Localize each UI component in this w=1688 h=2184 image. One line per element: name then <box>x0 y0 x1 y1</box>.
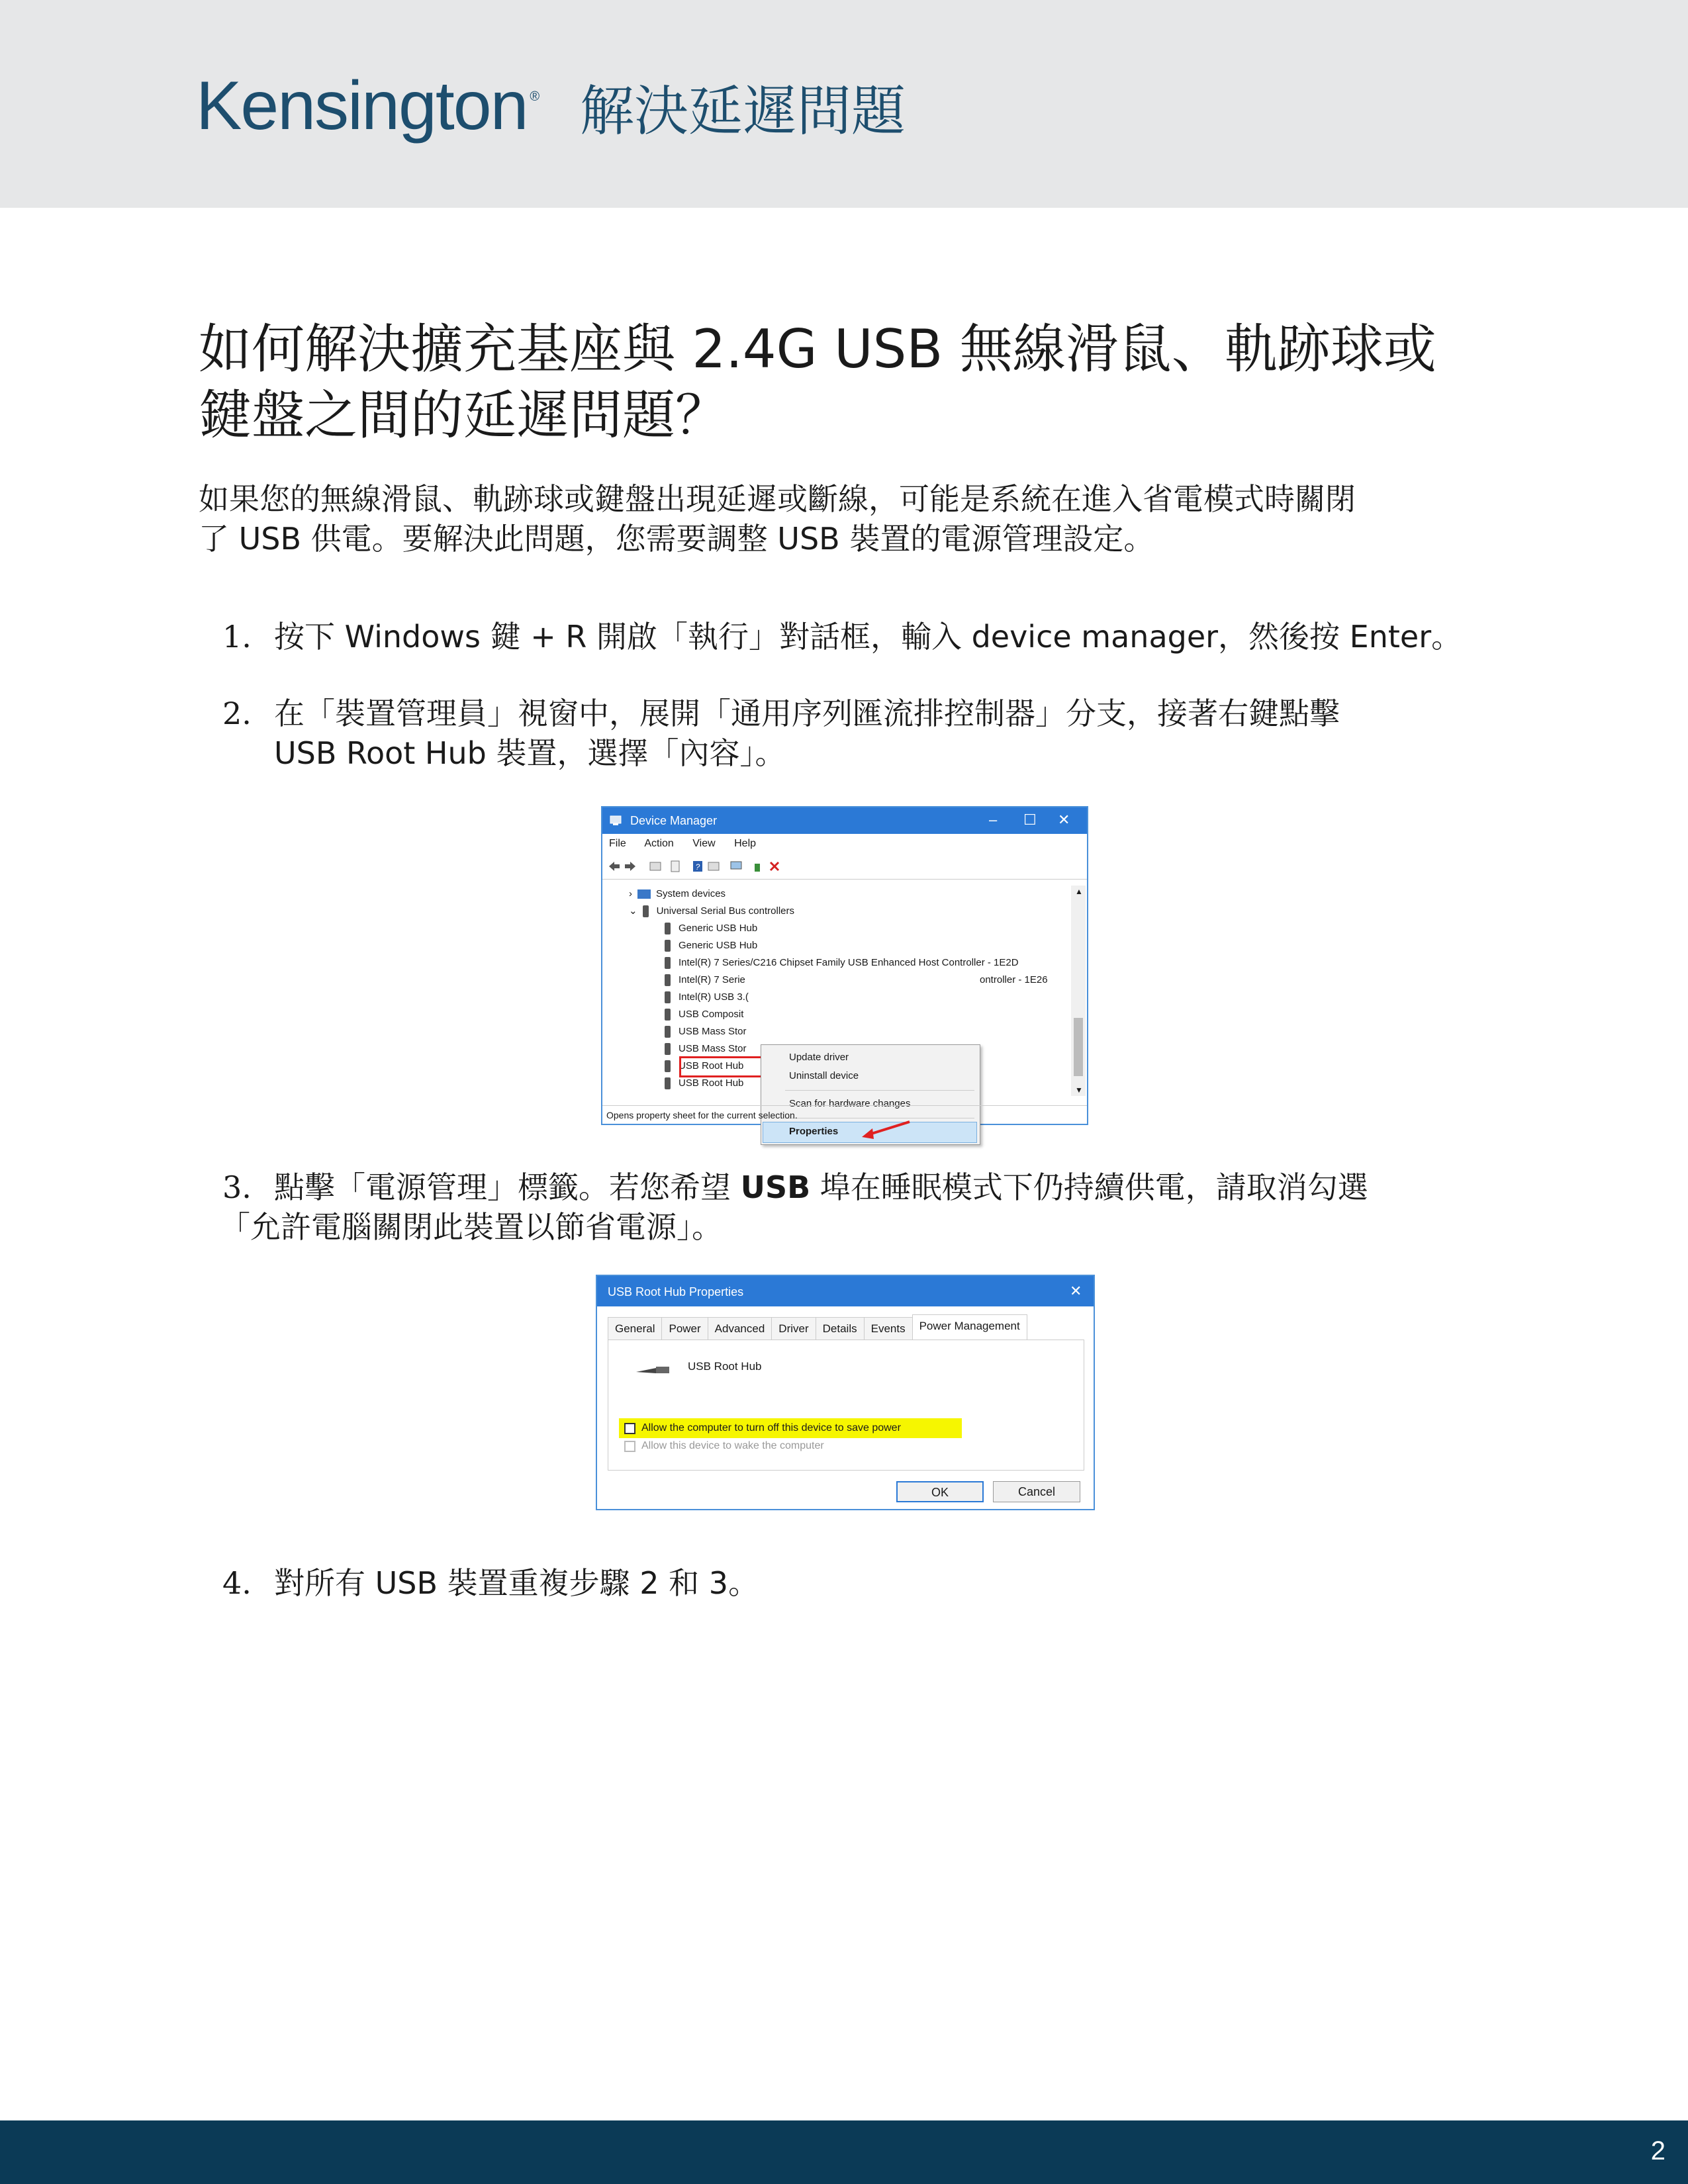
add-driver-icon[interactable] <box>752 860 765 873</box>
tree-item[interactable]: USB Root Hub <box>665 1075 743 1092</box>
tree-item-suffix: ontroller - 1E26 <box>980 974 1048 985</box>
usb-root-hub-properties-screenshot <box>596 1275 1095 1510</box>
close-icon[interactable]: ✕ <box>1058 811 1070 828</box>
page-title-line-2: 鍵盤之間的延遲問題？ <box>199 385 728 446</box>
tab-bar <box>608 1317 1027 1340</box>
step-4 <box>222 1563 1513 1603</box>
context-menu <box>761 1044 980 1145</box>
scroll-up-icon[interactable]: ▲ <box>1075 887 1083 896</box>
tree-item[interactable]: Generic USB Hub <box>665 937 757 954</box>
device-manager-screenshot <box>601 806 1088 1137</box>
page-title-line-1: 如何解決擴充基座與 2.4G USB 無線滑鼠、軌跡球或 <box>199 318 1436 380</box>
page-header <box>0 0 1688 208</box>
menu-properties[interactable]: Properties <box>789 1126 839 1137</box>
step-number: 3. <box>222 1169 252 1205</box>
window-title: Device Manager <box>630 814 718 827</box>
svg-text:?: ? <box>695 862 700 872</box>
back-arrow-icon[interactable] <box>608 860 621 873</box>
toolbar <box>602 854 1087 880</box>
tree-item[interactable]: Generic USB Hub <box>665 920 757 937</box>
header-title: 解決延遲問題 <box>580 80 906 143</box>
menu-scan-hardware[interactable]: Scan for hardware changes <box>789 1098 911 1109</box>
power-management-panel <box>608 1340 1084 1471</box>
tree-item[interactable]: USB Mass Stor <box>665 1023 747 1040</box>
allow-wake-label: Allow this device to wake the computer <box>641 1440 824 1451</box>
tree-item[interactable]: USB Composit <box>665 1006 743 1023</box>
step-3 <box>222 1167 1513 1247</box>
step-text: 對所有 USB 裝置重複步驟 2 和 3。 <box>274 1565 759 1601</box>
monitor-icon[interactable] <box>729 860 743 873</box>
scroll-thumb[interactable] <box>1074 1018 1083 1076</box>
close-icon[interactable]: ✕ <box>1070 1283 1082 1299</box>
step-1 <box>222 617 1513 657</box>
step-text: 埠在睡眠模式下仍持續供電，請取消勾選 <box>810 1169 1368 1205</box>
allow-wake-checkbox[interactable] <box>624 1441 635 1452</box>
menu-bar <box>602 834 1087 854</box>
help-icon[interactable] <box>691 860 704 873</box>
maximize-icon[interactable]: ☐ <box>1023 811 1037 828</box>
tree-item[interactable]: Intel(R) USB 3.( <box>665 989 749 1006</box>
scrollbar[interactable] <box>1071 886 1086 1096</box>
step-text: 在「裝置管理員」視窗中，展開「通用序列匯流排控制器」分支，接著右鍵點擊 <box>274 696 1340 731</box>
menu-separator <box>785 1090 974 1091</box>
intro-line-1: 如果您的無線滑鼠、軌跡球或鍵盤出現延遲或斷線，可能是系統在進入省電模式時關閉 <box>199 481 1356 517</box>
usb-plug-icon <box>636 1365 671 1375</box>
tree-item[interactable]: Intel(R) 7 Serie <box>665 972 745 989</box>
tab-driver[interactable]: Driver <box>771 1317 816 1340</box>
page-title <box>199 316 1496 449</box>
step-text-bold: USB <box>740 1169 811 1205</box>
intro-paragraph <box>199 479 1496 559</box>
ok-button[interactable]: OK <box>896 1481 984 1502</box>
menu-update-driver[interactable]: Update driver <box>789 1052 849 1063</box>
menu-file[interactable]: File <box>609 838 626 849</box>
kensington-logo: Kensington ® <box>196 68 539 144</box>
device-name: USB Root Hub <box>688 1360 762 1373</box>
menu-view[interactable]: View <box>692 838 716 849</box>
tab-events[interactable]: Events <box>864 1317 913 1340</box>
step-text: 按下 Windows 鍵 + R 開啟「執行」對話框，輸入 device manager，然後按 Enter。 <box>274 619 1462 655</box>
tree-item-usb-root-hub-selected[interactable]: USB Root Hub <box>665 1058 743 1075</box>
tab-power[interactable]: Power <box>661 1317 708 1340</box>
allow-turn-off-checkbox[interactable] <box>624 1423 635 1434</box>
tree-item[interactable]: Intel(R) 7 Series/C216 Chipset Family USB Enhanced Host Controller - 1E2D <box>665 954 1019 972</box>
step-number: 4. <box>222 1565 252 1601</box>
window-titlebar <box>602 807 1087 834</box>
tab-advanced[interactable]: Advanced <box>708 1317 773 1340</box>
forward-arrow-icon[interactable] <box>624 860 637 873</box>
menu-uninstall-device[interactable]: Uninstall device <box>789 1070 859 1081</box>
minimize-icon[interactable]: – <box>989 811 998 828</box>
step-number: 1. <box>222 619 252 655</box>
tab-power-management[interactable]: Power Management <box>912 1314 1027 1340</box>
page-footer <box>0 2120 1688 2184</box>
step-2 <box>222 694 1513 773</box>
intro-line-2: 了 USB 供電。要解決此問題，您需要調整 USB 裝置的電源管理設定。 <box>199 521 1154 557</box>
dialog-title: USB Root Hub Properties <box>608 1285 744 1298</box>
tree-item[interactable]: ⌄ Universal Serial Bus controllers <box>629 905 794 917</box>
tree-item[interactable]: › System devices <box>629 888 726 899</box>
allow-turn-off-label: Allow the computer to turn off this device to save power <box>641 1422 901 1433</box>
status-bar: Opens property sheet for the current selection. <box>602 1105 1087 1124</box>
step-number: 2. <box>222 696 252 731</box>
step-text-continued: 「允許電腦關閉此裝置以節省電源」。 <box>220 1209 722 1245</box>
menu-help[interactable]: Help <box>734 838 757 849</box>
menu-action[interactable]: Action <box>644 838 674 849</box>
tab-general[interactable]: General <box>608 1317 662 1340</box>
grid-view-icon[interactable] <box>707 860 720 873</box>
document-icon[interactable] <box>669 860 682 873</box>
step-text: 點擊「電源管理」標籤。若您希望 <box>274 1169 741 1205</box>
dialog-titlebar <box>597 1276 1094 1306</box>
page-number: 2 <box>1650 2136 1665 2165</box>
cancel-button[interactable]: Cancel <box>993 1481 1080 1502</box>
uninstall-x-icon[interactable] <box>768 860 781 873</box>
step-text-continued: USB Root Hub 裝置，選擇「內容」。 <box>274 735 786 771</box>
scroll-down-icon[interactable]: ▼ <box>1075 1085 1083 1095</box>
tree-item[interactable]: USB Mass Stor <box>665 1040 747 1058</box>
properties-grid-icon[interactable] <box>649 860 662 873</box>
device-manager-icon <box>609 813 622 827</box>
tab-details[interactable]: Details <box>816 1317 865 1340</box>
